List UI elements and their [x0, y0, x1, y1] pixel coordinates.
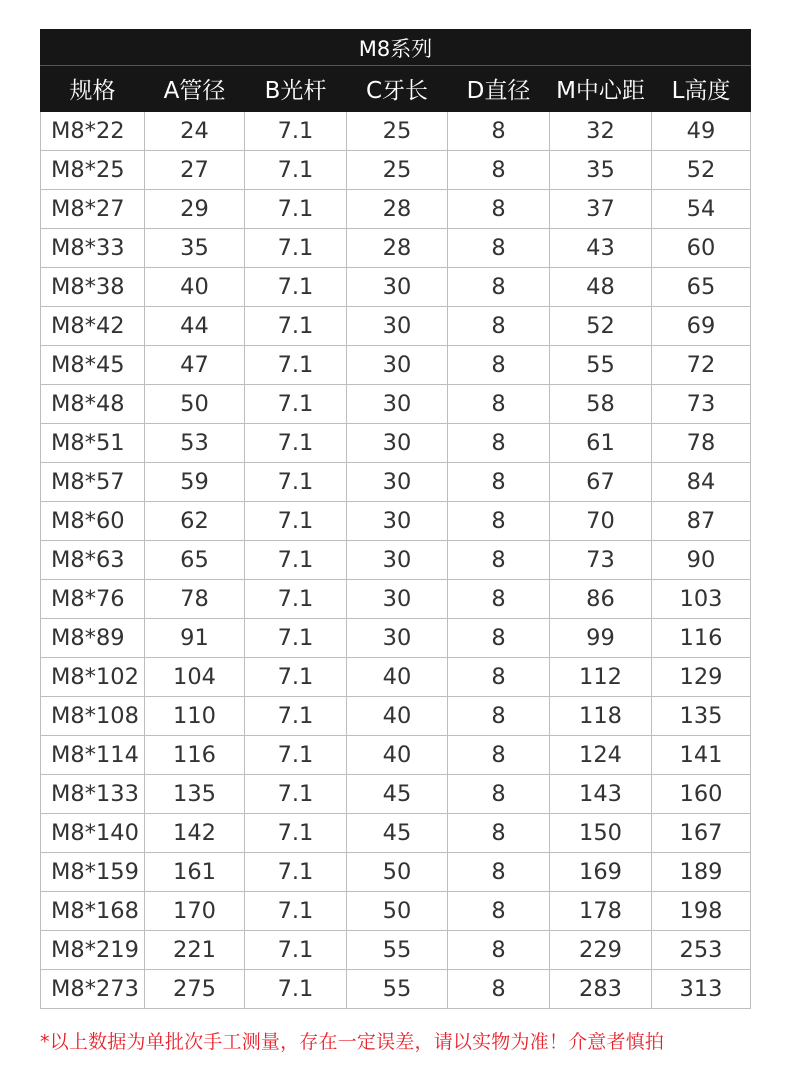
value-cell: 135: [145, 775, 245, 814]
value-cell: 7.1: [245, 697, 347, 736]
value-cell: 141: [652, 736, 751, 775]
value-cell: 143: [550, 775, 652, 814]
value-cell: 44: [145, 307, 245, 346]
value-cell: 8: [448, 463, 550, 502]
spec-table-container: [40, 29, 750, 1009]
column-header: C牙长: [347, 66, 448, 112]
table-row: [41, 658, 751, 697]
table-row: [41, 580, 751, 619]
value-cell: 40: [347, 697, 448, 736]
value-cell: 43: [550, 229, 652, 268]
value-cell: 8: [448, 697, 550, 736]
spec-cell: M8*25: [41, 151, 145, 190]
value-cell: 118: [550, 697, 652, 736]
value-cell: 8: [448, 580, 550, 619]
value-cell: 8: [448, 892, 550, 931]
spec-cell: M8*60: [41, 502, 145, 541]
value-cell: 7.1: [245, 736, 347, 775]
table-row: [41, 346, 751, 385]
table-header: [41, 30, 751, 112]
value-cell: 7.1: [245, 775, 347, 814]
value-cell: 30: [347, 385, 448, 424]
value-cell: 25: [347, 112, 448, 151]
table-row: [41, 775, 751, 814]
table-row: [41, 814, 751, 853]
value-cell: 7.1: [245, 814, 347, 853]
value-cell: 27: [145, 151, 245, 190]
value-cell: 253: [652, 931, 751, 970]
value-cell: 53: [145, 424, 245, 463]
spec-cell: M8*273: [41, 970, 145, 1009]
value-cell: 7.1: [245, 931, 347, 970]
value-cell: 69: [652, 307, 751, 346]
value-cell: 7.1: [245, 463, 347, 502]
value-cell: 7.1: [245, 307, 347, 346]
value-cell: 55: [347, 931, 448, 970]
value-cell: 178: [550, 892, 652, 931]
spec-cell: M8*168: [41, 892, 145, 931]
value-cell: 45: [347, 814, 448, 853]
value-cell: 124: [550, 736, 652, 775]
value-cell: 150: [550, 814, 652, 853]
column-header: B光杆: [245, 66, 347, 112]
spec-cell: M8*219: [41, 931, 145, 970]
value-cell: 30: [347, 541, 448, 580]
value-cell: 169: [550, 853, 652, 892]
value-cell: 30: [347, 346, 448, 385]
value-cell: 8: [448, 112, 550, 151]
spec-cell: M8*38: [41, 268, 145, 307]
value-cell: 7.1: [245, 385, 347, 424]
spec-cell: M8*42: [41, 307, 145, 346]
value-cell: 7.1: [245, 541, 347, 580]
column-header: M中心距: [550, 66, 652, 112]
value-cell: 8: [448, 736, 550, 775]
value-cell: 229: [550, 931, 652, 970]
table-row: [41, 112, 751, 151]
value-cell: 142: [145, 814, 245, 853]
value-cell: 7.1: [245, 151, 347, 190]
table-row: [41, 229, 751, 268]
value-cell: 8: [448, 229, 550, 268]
value-cell: 30: [347, 307, 448, 346]
spec-cell: M8*57: [41, 463, 145, 502]
value-cell: 8: [448, 502, 550, 541]
value-cell: 29: [145, 190, 245, 229]
value-cell: 189: [652, 853, 751, 892]
value-cell: 7.1: [245, 580, 347, 619]
table-row: [41, 385, 751, 424]
value-cell: 8: [448, 619, 550, 658]
value-cell: 60: [652, 229, 751, 268]
value-cell: 87: [652, 502, 751, 541]
value-cell: 49: [652, 112, 751, 151]
value-cell: 7.1: [245, 658, 347, 697]
table-row: [41, 502, 751, 541]
table-row: [41, 853, 751, 892]
value-cell: 30: [347, 580, 448, 619]
value-cell: 73: [652, 385, 751, 424]
spec-cell: M8*76: [41, 580, 145, 619]
value-cell: 50: [347, 892, 448, 931]
value-cell: 50: [347, 853, 448, 892]
spec-cell: M8*89: [41, 619, 145, 658]
series-title-row: [41, 30, 751, 66]
value-cell: 112: [550, 658, 652, 697]
value-cell: 55: [550, 346, 652, 385]
spec-cell: M8*51: [41, 424, 145, 463]
value-cell: 45: [347, 775, 448, 814]
series-title: M8系列: [41, 30, 751, 66]
value-cell: 8: [448, 307, 550, 346]
value-cell: 40: [347, 658, 448, 697]
value-cell: 25: [347, 151, 448, 190]
column-header: L高度: [652, 66, 751, 112]
value-cell: 104: [145, 658, 245, 697]
value-cell: 160: [652, 775, 751, 814]
value-cell: 7.1: [245, 970, 347, 1009]
value-cell: 103: [652, 580, 751, 619]
value-cell: 7.1: [245, 619, 347, 658]
column-header: D直径: [448, 66, 550, 112]
spec-cell: M8*22: [41, 112, 145, 151]
value-cell: 221: [145, 931, 245, 970]
table-row: [41, 268, 751, 307]
value-cell: 72: [652, 346, 751, 385]
column-header: 规格: [41, 66, 145, 112]
value-cell: 8: [448, 424, 550, 463]
spec-cell: M8*140: [41, 814, 145, 853]
value-cell: 7.1: [245, 853, 347, 892]
value-cell: 67: [550, 463, 652, 502]
value-cell: 58: [550, 385, 652, 424]
value-cell: 52: [550, 307, 652, 346]
value-cell: 198: [652, 892, 751, 931]
value-cell: 65: [145, 541, 245, 580]
value-cell: 86: [550, 580, 652, 619]
value-cell: 62: [145, 502, 245, 541]
table-row: [41, 697, 751, 736]
value-cell: 129: [652, 658, 751, 697]
table-row: [41, 736, 751, 775]
value-cell: 8: [448, 346, 550, 385]
value-cell: 65: [652, 268, 751, 307]
value-cell: 55: [347, 970, 448, 1009]
column-header-row: [41, 66, 751, 112]
value-cell: 7.1: [245, 268, 347, 307]
value-cell: 47: [145, 346, 245, 385]
value-cell: 7.1: [245, 190, 347, 229]
table-row: [41, 463, 751, 502]
value-cell: 48: [550, 268, 652, 307]
spec-cell: M8*45: [41, 346, 145, 385]
value-cell: 59: [145, 463, 245, 502]
value-cell: 7.1: [245, 229, 347, 268]
value-cell: 8: [448, 190, 550, 229]
value-cell: 91: [145, 619, 245, 658]
spec-cell: M8*63: [41, 541, 145, 580]
value-cell: 7.1: [245, 502, 347, 541]
value-cell: 50: [145, 385, 245, 424]
value-cell: 90: [652, 541, 751, 580]
spec-cell: M8*48: [41, 385, 145, 424]
value-cell: 30: [347, 268, 448, 307]
value-cell: 24: [145, 112, 245, 151]
value-cell: 8: [448, 385, 550, 424]
value-cell: 32: [550, 112, 652, 151]
value-cell: 40: [347, 736, 448, 775]
table-row: [41, 970, 751, 1009]
table-row: [41, 541, 751, 580]
value-cell: 8: [448, 970, 550, 1009]
spec-cell: M8*133: [41, 775, 145, 814]
value-cell: 30: [347, 502, 448, 541]
value-cell: 7.1: [245, 424, 347, 463]
table-row: [41, 931, 751, 970]
value-cell: 54: [652, 190, 751, 229]
table-body: [41, 112, 751, 1009]
value-cell: 28: [347, 190, 448, 229]
value-cell: 35: [550, 151, 652, 190]
value-cell: 135: [652, 697, 751, 736]
value-cell: 78: [652, 424, 751, 463]
value-cell: 116: [652, 619, 751, 658]
spec-cell: M8*114: [41, 736, 145, 775]
disclaimer-note: *以上数据为单批次手工测量，存在一定误差，请以实物为准！介意者慎拍: [40, 1031, 665, 1053]
table-row: [41, 892, 751, 931]
value-cell: 8: [448, 268, 550, 307]
value-cell: 73: [550, 541, 652, 580]
spec-cell: M8*108: [41, 697, 145, 736]
value-cell: 7.1: [245, 112, 347, 151]
spec-cell: M8*33: [41, 229, 145, 268]
value-cell: 313: [652, 970, 751, 1009]
value-cell: 116: [145, 736, 245, 775]
value-cell: 84: [652, 463, 751, 502]
value-cell: 170: [145, 892, 245, 931]
value-cell: 7.1: [245, 892, 347, 931]
table-row: [41, 424, 751, 463]
value-cell: 8: [448, 931, 550, 970]
value-cell: 99: [550, 619, 652, 658]
value-cell: 167: [652, 814, 751, 853]
value-cell: 78: [145, 580, 245, 619]
value-cell: 8: [448, 775, 550, 814]
spec-cell: M8*102: [41, 658, 145, 697]
table-row: [41, 151, 751, 190]
value-cell: 8: [448, 853, 550, 892]
value-cell: 37: [550, 190, 652, 229]
value-cell: 7.1: [245, 346, 347, 385]
value-cell: 8: [448, 151, 550, 190]
value-cell: 8: [448, 541, 550, 580]
value-cell: 35: [145, 229, 245, 268]
spec-table: [40, 29, 751, 1009]
table-row: [41, 619, 751, 658]
value-cell: 30: [347, 619, 448, 658]
spec-cell: M8*159: [41, 853, 145, 892]
value-cell: 70: [550, 502, 652, 541]
value-cell: 52: [652, 151, 751, 190]
value-cell: 275: [145, 970, 245, 1009]
table-row: [41, 307, 751, 346]
table-row: [41, 190, 751, 229]
value-cell: 283: [550, 970, 652, 1009]
value-cell: 161: [145, 853, 245, 892]
value-cell: 40: [145, 268, 245, 307]
value-cell: 61: [550, 424, 652, 463]
column-header: A管径: [145, 66, 245, 112]
value-cell: 30: [347, 463, 448, 502]
spec-cell: M8*27: [41, 190, 145, 229]
value-cell: 8: [448, 814, 550, 853]
value-cell: 28: [347, 229, 448, 268]
value-cell: 110: [145, 697, 245, 736]
value-cell: 30: [347, 424, 448, 463]
value-cell: 8: [448, 658, 550, 697]
